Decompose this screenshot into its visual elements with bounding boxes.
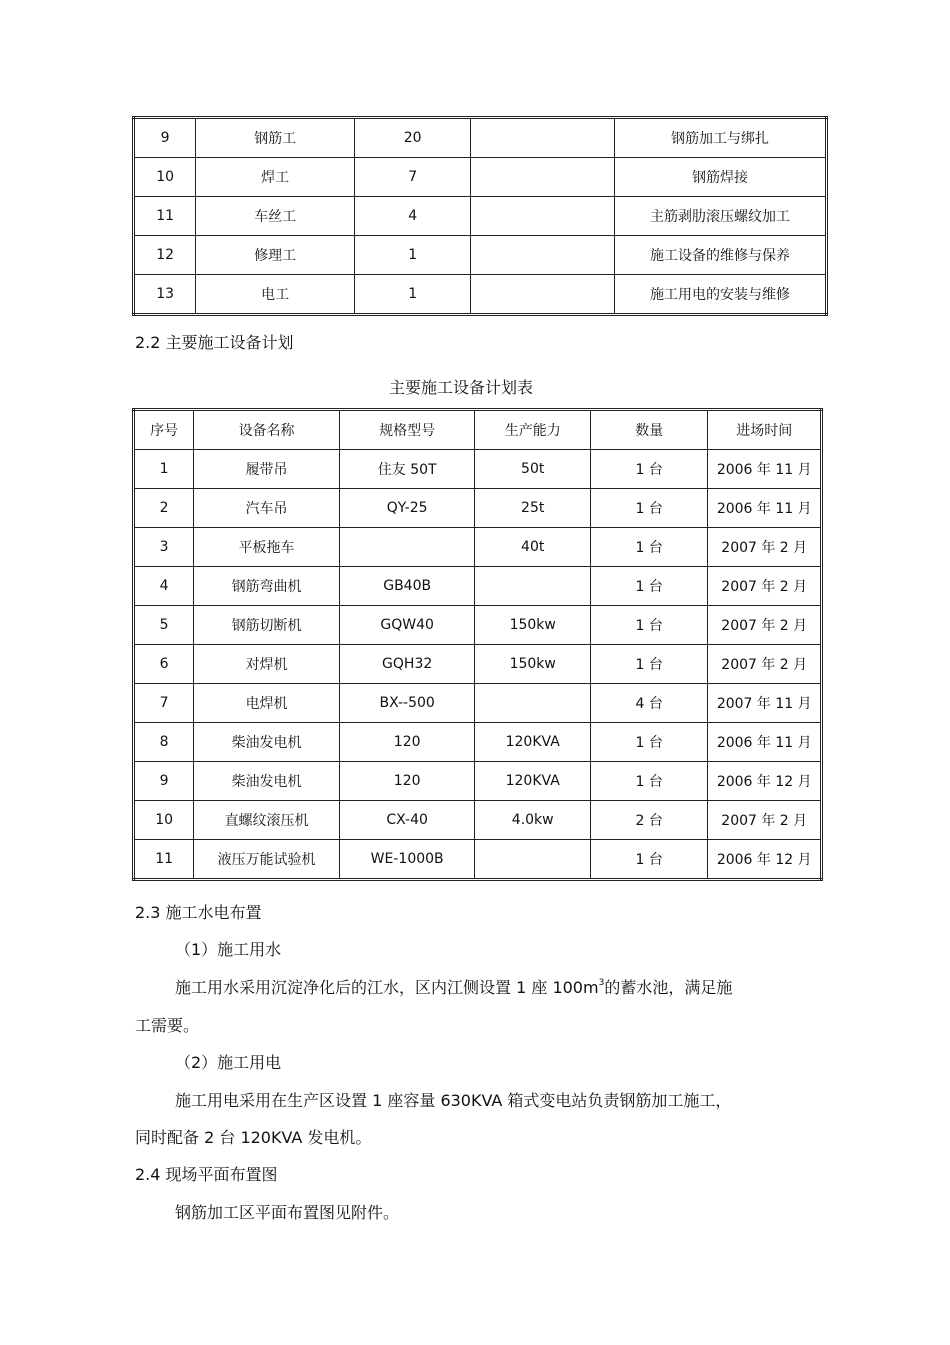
table-cell: 1 台 — [590, 528, 708, 567]
section-2-4-heading: 2.4 现场平面布置图 — [135, 1165, 278, 1184]
table-cell: 电工 — [196, 275, 355, 315]
table-cell: 11 — [134, 840, 194, 880]
table-cell: 120KVA — [475, 762, 591, 801]
labor-table — [132, 116, 828, 316]
table-cell — [471, 236, 615, 275]
table-cell — [339, 528, 475, 567]
water-text-a: 施工用水采用沉淀净化后的江水，区内江侧设置 1 座 100m — [175, 978, 599, 997]
table-cell: 住友 50T — [339, 450, 475, 489]
table-cell: 车丝工 — [196, 197, 355, 236]
section-2-2-heading: 2.2 主要施工设备计划 — [135, 333, 294, 352]
power-subheading: （2）施工用电 — [175, 1053, 282, 1072]
table-row — [134, 489, 822, 528]
table-cell: 钢筋工 — [196, 118, 355, 158]
table-cell: 2006 年 11 月 — [708, 489, 822, 528]
table-cell: 120KVA — [475, 723, 591, 762]
table-cell: 10 — [134, 801, 194, 840]
table-cell: 40t — [475, 528, 591, 567]
table-cell: 4 — [354, 197, 471, 236]
table-cell: 4 — [134, 567, 194, 606]
table-cell: 1 台 — [590, 567, 708, 606]
table-cell: 对焊机 — [194, 645, 340, 684]
water-text-b: 的蓄水池，满足施 — [604, 978, 733, 997]
column-header: 序号 — [134, 410, 194, 450]
table-cell: 2006 年 11 月 — [708, 450, 822, 489]
table-cell: 1 — [134, 450, 194, 489]
table-row — [134, 606, 822, 645]
table-row — [134, 236, 827, 275]
table-cell: 2007 年 2 月 — [708, 645, 822, 684]
table-cell: 钢筋弯曲机 — [194, 567, 340, 606]
equipment-table-title: 主要施工设备计划表 — [389, 378, 534, 397]
table-cell: 主筋剥肋滚压螺纹加工 — [615, 197, 827, 236]
table-cell: 2007 年 2 月 — [708, 528, 822, 567]
section-2-4-text: 钢筋加工区平面布置图见附件。 — [175, 1203, 400, 1222]
table-cell: 9 — [134, 118, 196, 158]
table-cell: CX-40 — [339, 801, 475, 840]
table-cell: 50t — [475, 450, 591, 489]
table-cell: 5 — [134, 606, 194, 645]
table-cell: 焊工 — [196, 158, 355, 197]
table-cell: 13 — [134, 275, 196, 315]
table-cell: BX--500 — [339, 684, 475, 723]
water-paragraph-line-1 — [175, 975, 732, 998]
table-cell: 2006 年 11 月 — [708, 723, 822, 762]
table-cell: 120 — [339, 723, 475, 762]
table-cell: 柴油发电机 — [194, 762, 340, 801]
table-cell: 履带吊 — [194, 450, 340, 489]
table-cell — [475, 567, 591, 606]
table-row — [134, 684, 822, 723]
table-cell: 150kw — [475, 606, 591, 645]
table-cell: 20 — [354, 118, 471, 158]
table-row — [134, 118, 827, 158]
table-cell: 1 台 — [590, 450, 708, 489]
table-cell: 2007 年 11 月 — [708, 684, 822, 723]
table-cell — [475, 684, 591, 723]
power-paragraph-line-1: 施工用电采用在生产区设置 1 座容量 630KVA 箱式变电站负责钢筋加工施工， — [175, 1091, 732, 1110]
table-row — [134, 840, 822, 880]
table-cell — [471, 275, 615, 315]
equipment-table — [132, 408, 823, 881]
table-cell: 3 — [134, 528, 194, 567]
table-row — [134, 762, 822, 801]
table-row — [134, 528, 822, 567]
table-row — [134, 158, 827, 197]
table-cell: 柴油发电机 — [194, 723, 340, 762]
table-cell: 9 — [134, 762, 194, 801]
table-cell: 2007 年 2 月 — [708, 606, 822, 645]
water-paragraph-line-2: 工需要。 — [135, 1016, 200, 1035]
table-row — [134, 723, 822, 762]
table-cell: 10 — [134, 158, 196, 197]
section-2-3-heading: 2.3 施工水电布置 — [135, 903, 262, 922]
table-cell: 2007 年 2 月 — [708, 567, 822, 606]
table-row — [134, 197, 827, 236]
column-header: 进场时间 — [708, 410, 822, 450]
table-cell: 1 台 — [590, 762, 708, 801]
table-cell: 钢筋切断机 — [194, 606, 340, 645]
table-cell: 1 台 — [590, 645, 708, 684]
table-cell — [471, 158, 615, 197]
table-cell: 8 — [134, 723, 194, 762]
table-cell: 1 台 — [590, 840, 708, 880]
table-cell: 2006 年 12 月 — [708, 762, 822, 801]
table-cell: 7 — [134, 684, 194, 723]
equipment-table-body — [134, 410, 822, 880]
cubic-superscript: 3 — [598, 978, 605, 988]
table-cell: 施工设备的维修与保养 — [615, 236, 827, 275]
table-cell: 2006 年 12 月 — [708, 840, 822, 880]
table-cell: 4 台 — [590, 684, 708, 723]
table-cell: 150kw — [475, 645, 591, 684]
table-row — [134, 450, 822, 489]
table-cell: 平板拖车 — [194, 528, 340, 567]
table-header-row — [134, 410, 822, 450]
table-cell: 钢筋加工与绑扎 — [615, 118, 827, 158]
table-cell: GQW40 — [339, 606, 475, 645]
column-header: 数量 — [590, 410, 708, 450]
table-row — [134, 567, 822, 606]
table-cell: 1 台 — [590, 606, 708, 645]
column-header: 设备名称 — [194, 410, 340, 450]
table-cell: 液压万能试验机 — [194, 840, 340, 880]
table-cell: 电焊机 — [194, 684, 340, 723]
table-cell: 施工用电的安装与维修 — [615, 275, 827, 315]
table-cell: 12 — [134, 236, 196, 275]
table-cell: 6 — [134, 645, 194, 684]
table-cell: 直螺纹滚压机 — [194, 801, 340, 840]
table-cell: 1 台 — [590, 489, 708, 528]
table-cell: 2 — [134, 489, 194, 528]
table-cell: GB40B — [339, 567, 475, 606]
table-cell: 2007 年 2 月 — [708, 801, 822, 840]
table-cell: 1 台 — [590, 723, 708, 762]
table-row — [134, 275, 827, 315]
labor-table-body — [134, 118, 827, 315]
table-cell: 25t — [475, 489, 591, 528]
table-cell: 2 台 — [590, 801, 708, 840]
table-cell: 11 — [134, 197, 196, 236]
column-header: 生产能力 — [475, 410, 591, 450]
table-cell — [475, 840, 591, 880]
table-cell: QY-25 — [339, 489, 475, 528]
table-cell: 7 — [354, 158, 471, 197]
water-subheading: （1）施工用水 — [175, 940, 282, 959]
column-header: 规格型号 — [339, 410, 475, 450]
table-cell: 修理工 — [196, 236, 355, 275]
table-cell: 120 — [339, 762, 475, 801]
table-cell: 1 — [354, 275, 471, 315]
table-cell: 汽车吊 — [194, 489, 340, 528]
table-row — [134, 645, 822, 684]
table-row — [134, 801, 822, 840]
table-cell — [471, 197, 615, 236]
table-cell: WE-1000B — [339, 840, 475, 880]
table-cell: 钢筋焊接 — [615, 158, 827, 197]
power-paragraph-line-2: 同时配备 2 台 120KVA 发电机。 — [135, 1128, 372, 1147]
table-cell: 1 — [354, 236, 471, 275]
table-cell: 4.0kw — [475, 801, 591, 840]
table-cell: GQH32 — [339, 645, 475, 684]
table-cell — [471, 118, 615, 158]
